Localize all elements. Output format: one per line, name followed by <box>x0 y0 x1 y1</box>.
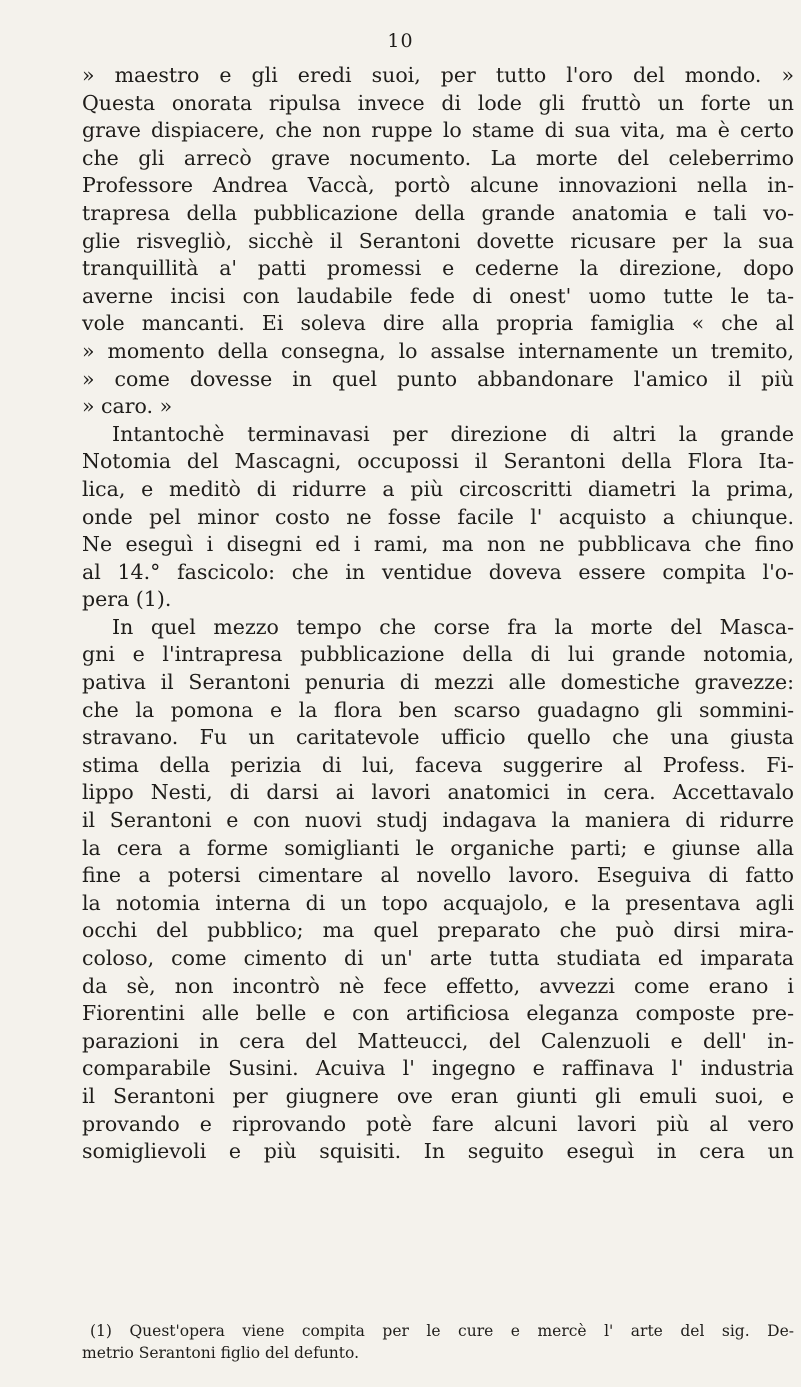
text-line: glie risvegliò, sicchè il Serantoni dovette ricusare per la sua <box>82 228 794 253</box>
text-line: Intantochè terminavasi per direzione di altri la grande <box>112 421 794 446</box>
footnote-line: (1) Quest'opera viene compita per le cure e mercè l' arte del sig. De- <box>90 1322 794 1340</box>
text-line: » caro. » <box>82 394 173 419</box>
text-line: Questa onorata ripulsa invece di lode gli fruttò un forte un <box>82 90 794 115</box>
text-line: il Serantoni e con nuovi studj indagava la maniera di ridurre <box>82 808 794 833</box>
text-line: parazioni in cera del Matteucci, del Calenzuoli e dell' in- <box>82 1028 794 1053</box>
text-line: grave dispiacere, che non ruppe lo stame di sua vita, ma è certo <box>82 118 794 143</box>
text-line: da sè, non incontrò nè fece effetto, avvezzi come erano i <box>82 973 794 998</box>
text-line: fine a potersi cimentare al novello lavoro. Eseguiva di fatto <box>82 863 794 888</box>
text-line: onde pel minor costo ne fosse facile l' acquisto a chiunque. <box>82 504 794 529</box>
text-line: che gli arrecò grave nocumento. La morte del celeberrimo <box>82 145 794 170</box>
text-line: pera (1). <box>82 587 172 612</box>
text-line: gni e l'intrapresa pubblicazione della di lui grande notomia, <box>82 642 794 667</box>
text-line: il Serantoni per giugnere ove eran giunti gli emuli suoi, e <box>82 1083 794 1108</box>
text-line: al 14.° fascicolo: che in ventidue doveva essere compita l'o- <box>82 559 794 584</box>
text-line: stima della perizia di lui, faceva suggerire al Profess. Fi- <box>82 752 794 777</box>
text-line: somiglievoli e più squisiti. In seguito eseguì in cera un <box>82 1139 794 1164</box>
text-line: che la pomona e la flora ben scarso guadagno gli sommini- <box>82 697 794 722</box>
text-line: vole mancanti. Ei soleva dire alla propria famiglia « che al <box>82 311 794 336</box>
text-line: In quel mezzo tempo che corse fra la morte del Masca- <box>112 614 794 639</box>
text-line: lippo Nesti, di darsi ai lavori anatomici in cera. Accettavalo <box>82 780 794 805</box>
text-line: Fiorentini alle belle e con artificiosa eleganza composte pre- <box>82 1001 794 1026</box>
text-line: coloso, come cimento di un' arte tutta studiata ed imparata <box>82 946 794 970</box>
text-line: » momento della consegna, lo assalse internamente un tremito, <box>82 338 794 363</box>
text-line: comparabile Susini. Acuiva l' ingegno e raffinava l' industria <box>82 1056 794 1081</box>
text-line: » come dovesse in quel punto abbandonare l'amico il più <box>82 366 794 391</box>
footnote-line: metrio Serantoni figlio del defunto. <box>82 1344 360 1362</box>
text-line: Professore Andrea Vaccà, portò alcune innovazioni nella in- <box>82 173 794 198</box>
text-line: stravano. Fu un caritatevole ufficio quello che una giusta <box>82 725 794 750</box>
text-line: pativa il Serantoni penuria di mezzi alle domestiche gravezze: <box>82 670 794 695</box>
body-text <box>82 62 794 1166</box>
text-line: occhi del pubblico; ma quel preparato che può dirsi mira- <box>82 918 794 943</box>
text-line: Ne eseguì i disegni ed i rami, ma non ne pubblicava che fino <box>82 532 794 557</box>
footnote <box>82 1320 794 1364</box>
text-line: trapresa della pubblicazione della grande anatomia e tali vo- <box>82 200 794 225</box>
text-line: la notomia interna di un topo acquajolo, e la presentava agli <box>82 890 794 915</box>
text-line: tranquillità a' patti promessi e cederne la direzione, dopo <box>82 256 794 281</box>
text-line: la cera a forme somiglianti le organiche parti; e giunse alla <box>82 835 794 860</box>
text-line: » maestro e gli eredi suoi, per tutto l'oro del mondo. » <box>82 63 794 87</box>
text-line: provando e riprovando potè fare alcuni lavori più al vero <box>82 1111 794 1136</box>
text-line: Notomia del Mascagni, occupossi il Serantoni della Flora Ita- <box>82 449 794 474</box>
text-line: averne incisi con laudabile fede di onest' uomo tutte le ta- <box>82 283 794 308</box>
text-line: lica, e meditò di ridurre a più circoscritti diametri la prima, <box>82 476 794 501</box>
page-number: 10 <box>387 30 414 52</box>
